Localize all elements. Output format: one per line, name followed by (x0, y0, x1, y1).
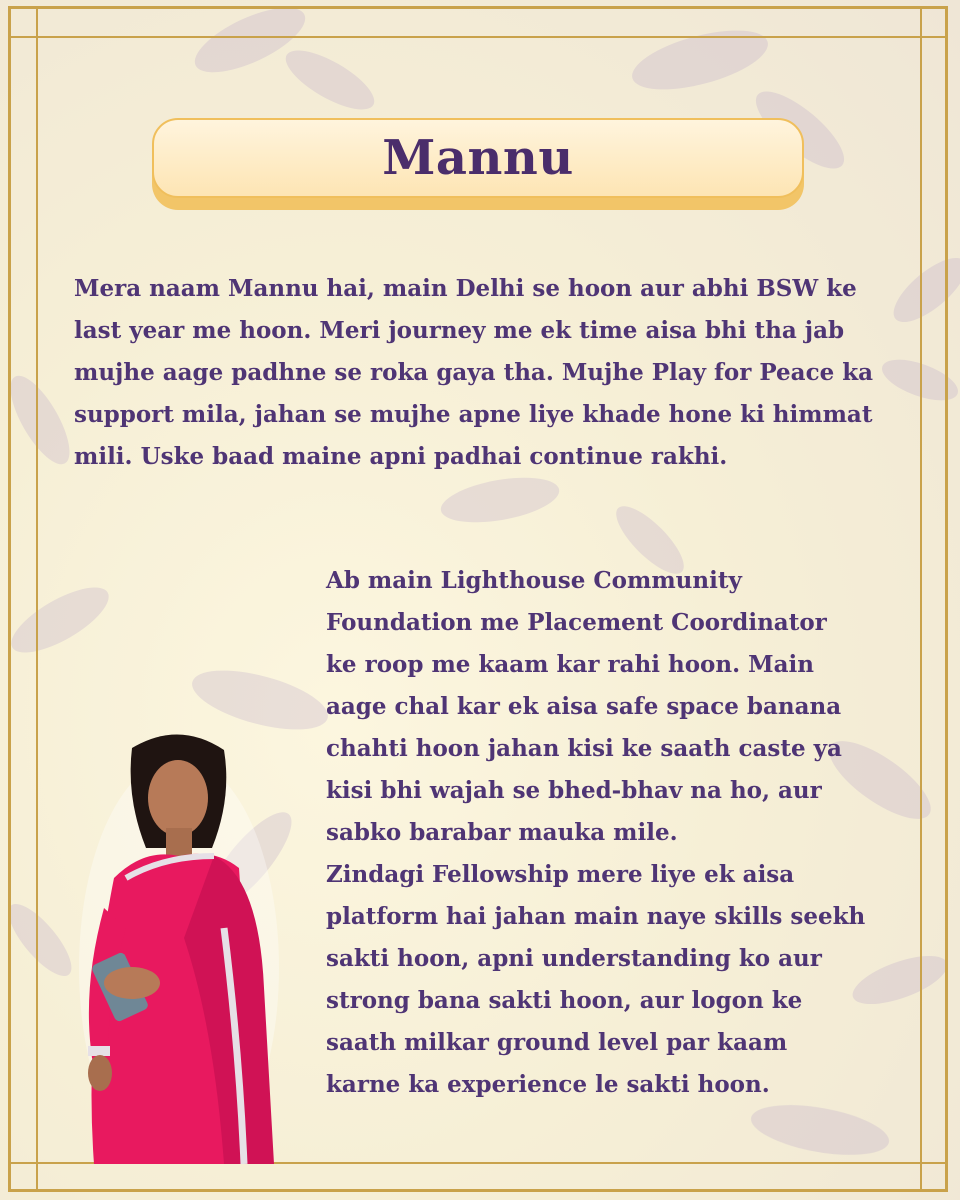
frame-corner-line (922, 1162, 948, 1164)
story-line: kisi bhi wajah se bhed-bhav na ho, aur (326, 777, 822, 804)
title-banner-box (152, 118, 804, 198)
frame-corner-line (8, 1162, 36, 1164)
frame-corner-line (36, 6, 38, 36)
frame-corner-line (920, 1164, 922, 1192)
story-paragraph (326, 560, 926, 1106)
story-line: strong bana sakti hoon, aur logon ke (326, 987, 803, 1014)
story-line: platform hai jahan main naye skills seekh (326, 903, 866, 930)
story-line: Ab main Lighthouse Community (326, 567, 742, 594)
title-banner (152, 118, 806, 212)
intro-paragraph: Mera naam Mannu hai, main Delhi se hoon aur abhi BSW ke last year me hoon. Meri journey me ek time aisa bhi tha jab mujhe aage padhne se roka gaya tha. Mujhe Play for Peace ka support mila, jahan se mujhe apne liye khade hone ki himmat mili. Uske baad maine apni padhai continue rakhi. (74, 275, 874, 470)
story-line: karne ka experience le sakti hoon. (326, 1071, 770, 1098)
person-photo (74, 728, 284, 1164)
story-line: saath milkar ground level par kaam (326, 1029, 788, 1056)
frame-corner-line (36, 1164, 38, 1192)
story-line: chahti hoon jahan kisi ke saath caste ya (326, 735, 842, 762)
story-line: aage chal kar ek aisa safe space banana (326, 693, 842, 720)
story-line: sabko barabar mauka mile. (326, 819, 678, 846)
frame-corner-line (922, 36, 948, 38)
story-line: Foundation me Placement Coordinator (326, 609, 827, 636)
page-title: Mannu (382, 130, 574, 186)
story-line: sakti hoon, apni understanding ko aur (326, 945, 822, 972)
story-line: ke roop me kaam kar rahi hoon. Main (326, 651, 814, 678)
frame-corner-line (920, 6, 922, 36)
frame-corner-line (8, 36, 36, 38)
story-line: Zindagi Fellowship mere liye ek aisa (326, 861, 795, 888)
